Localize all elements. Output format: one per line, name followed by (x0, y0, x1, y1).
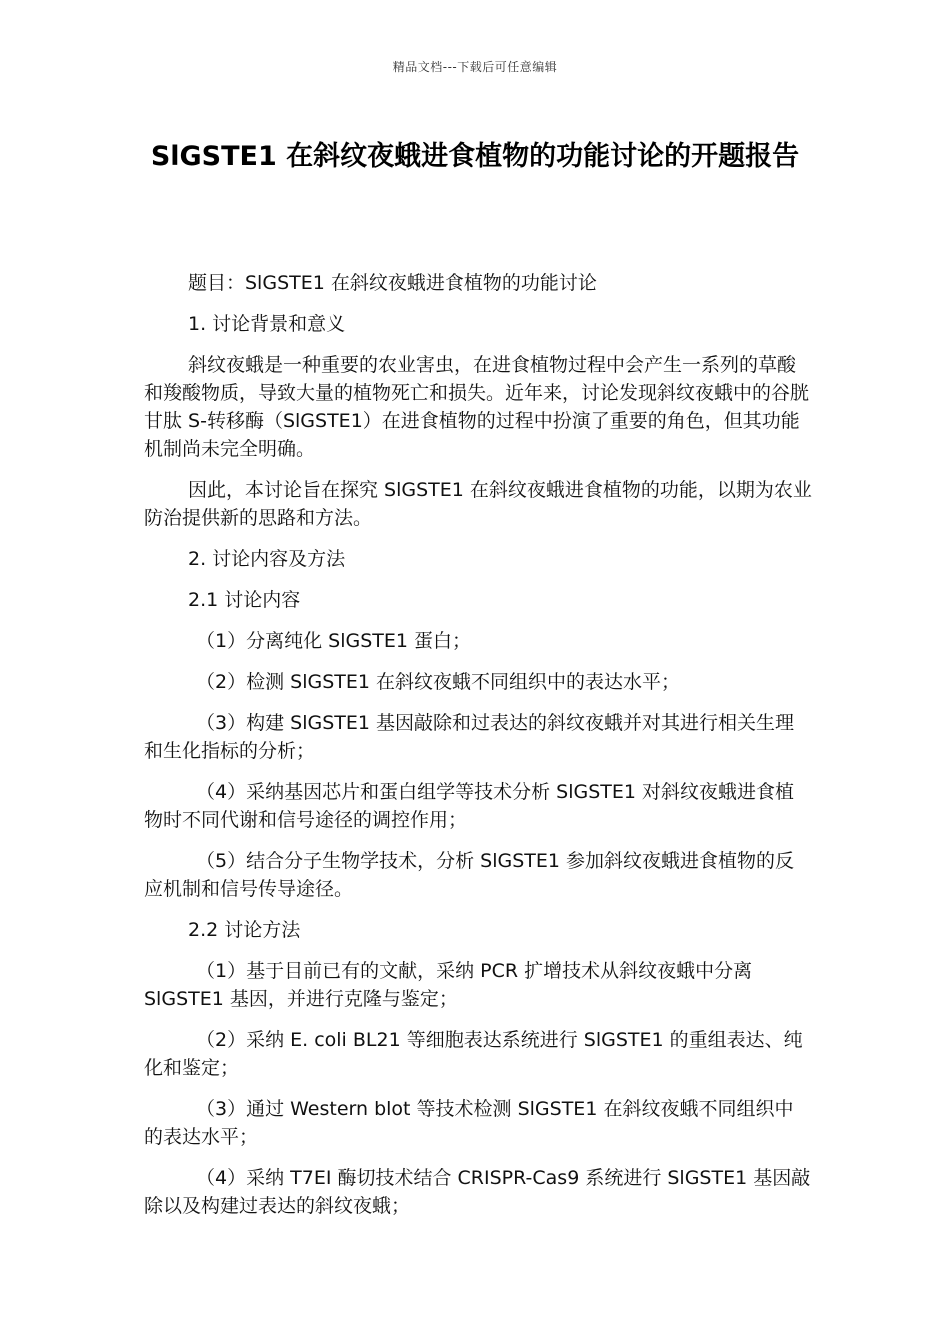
content-item-4: （4）采纳基因芯片和蛋白组学等技术分析 SlGSTE1 对斜纹夜蛾进食植物时不同代谢和信号途径的调控作用； (144, 781, 794, 831)
section-heading-1: 1. 讨论背景和意义 (188, 313, 346, 335)
method-item-1: （1）基于目前已有的文献，采纳 PCR 扩增技术从斜纹夜蛾中分离 SlGSTE1 基因，并进行克隆与鉴定； (144, 960, 753, 1010)
content-item-3: （3）构建 SlGSTE1 基因敲除和过表达的斜纹夜蛾并对其进行相关生理和生化指标的分析； (144, 712, 794, 762)
content-item-5: （5）结合分子生物学技术，分析 SlGSTE1 参加斜纹夜蛾进食植物的反应机制和信号传导途径。 (144, 850, 794, 900)
document-body (144, 269, 812, 1233)
header-note: 精品文档---下载后可任意编辑 (392, 60, 558, 74)
content-item-1: （1）分离纯化 SlGSTE1 蛋白； (196, 630, 471, 652)
topic-line: 题目：SlGSTE1 在斜纹夜蛾进食植物的功能讨论 (188, 272, 597, 294)
subsection-heading-2-2: 2.2 讨论方法 (188, 919, 301, 941)
method-item-4: （4）采纳 T7EI 酶切技术结合 CRISPR-Cas9 系统进行 SlGSTE1 基因敲除以及构建过表达的斜纹夜蛾； (144, 1167, 811, 1217)
paragraph-purpose: 因此，本讨论旨在探究 SlGSTE1 在斜纹夜蛾进食植物的功能，以期为农业防治提供新的思路和方法。 (144, 479, 812, 529)
method-item-2: （2）采纳 E. coli BL21 等细胞表达系统进行 SlGSTE1 的重组表达、纯化和鉴定； (144, 1029, 803, 1079)
section-heading-2: 2. 讨论内容及方法 (188, 548, 346, 570)
subsection-heading-2-1: 2.1 讨论内容 (188, 589, 301, 611)
document-title: SlGSTE1 在斜纹夜蛾进食植物的功能讨论的开题报告 (150, 141, 800, 172)
paragraph-background: 斜纹夜蛾是一种重要的农业害虫，在进食植物过程中会产生一系列的草酸和羧酸物质，导致大量的植物死亡和损失。近年来，讨论发现斜纹夜蛾中的谷胱甘肽 S-转移酶（SlGSTE1）在进食植物的过程中扮演了重要的角色，但其功能机制尚未完全明确。 (144, 354, 810, 460)
method-item-3: （3）通过 Western blot 等技术检测 SlGSTE1 在斜纹夜蛾不同组织中的表达水平； (144, 1098, 794, 1148)
content-item-2: （2）检测 SlGSTE1 在斜纹夜蛾不同组织中的表达水平； (196, 671, 680, 693)
